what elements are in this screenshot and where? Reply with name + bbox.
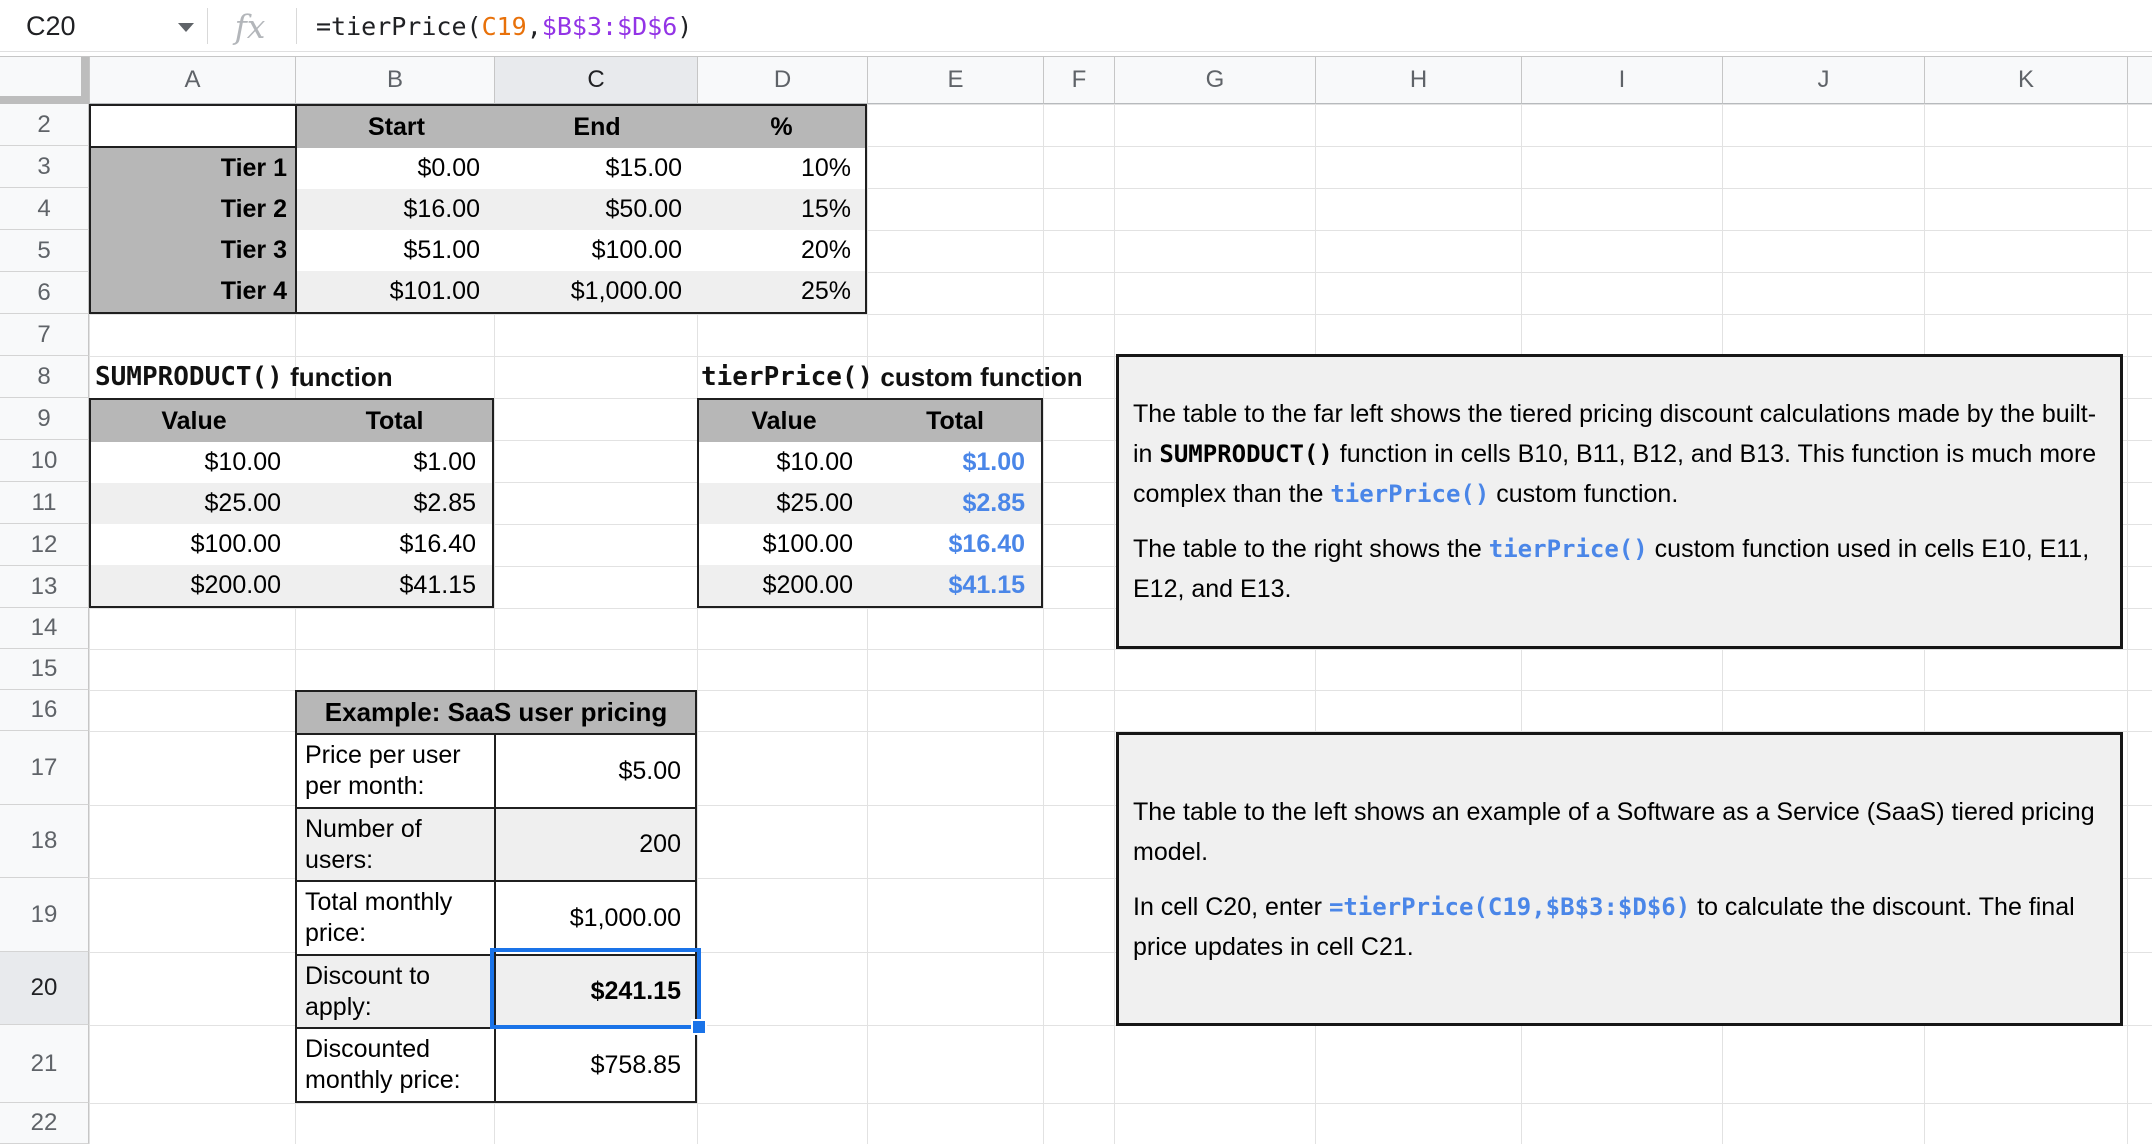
cell-saas-label[interactable]: Discounted monthly price: bbox=[297, 1029, 496, 1101]
sumproduct-header-value[interactable]: Value bbox=[91, 400, 297, 442]
cell-tier-end[interactable]: $15.00 bbox=[605, 154, 682, 182]
cell-saas-label[interactable]: Price per user per month: bbox=[297, 735, 496, 807]
cell-total[interactable]: $41.15 bbox=[399, 571, 476, 599]
formula-token-separator: , bbox=[526, 11, 542, 41]
gridline bbox=[1043, 104, 1044, 1144]
column-header-K[interactable]: K bbox=[1924, 56, 2127, 104]
tierprice-header-value[interactable]: Value bbox=[699, 400, 869, 442]
cell-value[interactable]: $10.00 bbox=[776, 448, 853, 476]
gridline bbox=[867, 104, 868, 1144]
sumproduct-title-text: function bbox=[282, 361, 393, 392]
note-box-sumproduct[interactable] bbox=[1116, 354, 2123, 649]
cell-tier-end[interactable]: $50.00 bbox=[605, 195, 682, 223]
cell-tier-percent[interactable]: 20% bbox=[800, 236, 851, 264]
row-header-12[interactable]: 12 bbox=[0, 524, 89, 566]
cell-tier-end[interactable]: $100.00 bbox=[591, 236, 682, 264]
column-header-A[interactable]: A bbox=[89, 56, 295, 104]
formula-token-close: ) bbox=[677, 11, 693, 41]
row-header-17[interactable]: 17 bbox=[0, 731, 89, 805]
tier-pricing-table bbox=[89, 104, 867, 314]
cell-total[interactable]: $16.40 bbox=[948, 530, 1025, 558]
cell-tier-percent[interactable]: 10% bbox=[800, 154, 851, 182]
column-header-G[interactable]: G bbox=[1114, 56, 1315, 104]
row-header-11[interactable]: 11 bbox=[0, 482, 89, 524]
row-header-9[interactable]: 9 bbox=[0, 398, 89, 440]
cell-saas-label[interactable]: Discount to apply: bbox=[297, 956, 496, 1027]
select-all-corner[interactable] bbox=[0, 56, 89, 104]
gridline bbox=[89, 314, 2152, 315]
column-header-partial[interactable] bbox=[2127, 56, 2152, 104]
tier-row-label[interactable]: Tier 2 bbox=[220, 195, 287, 223]
cell-value[interactable]: $100.00 bbox=[762, 530, 853, 558]
row-header-10[interactable]: 10 bbox=[0, 440, 89, 482]
tier-data-row bbox=[297, 271, 865, 312]
divider bbox=[207, 8, 208, 44]
cell-A2[interactable] bbox=[91, 106, 297, 148]
gridline bbox=[2127, 104, 2128, 1144]
saas-table-title[interactable]: Example: SaaS user pricing bbox=[297, 692, 695, 733]
row-header-14[interactable]: 14 bbox=[0, 608, 89, 649]
tier-row-label[interactable]: Tier 4 bbox=[220, 277, 287, 305]
note-paragraph: The table to the far left shows the tiered pricing discount calculations made by the built-in SUMPRODUCT() function in cells B10, B11, B12, and B13. This function is much more complex than the tierPrice() custom function. bbox=[1133, 400, 2097, 508]
column-header-C[interactable]: C bbox=[494, 56, 697, 104]
row-header-5[interactable]: 5 bbox=[0, 230, 89, 272]
cell-value[interactable]: $200.00 bbox=[762, 571, 853, 599]
tier-row-label[interactable]: Tier 1 bbox=[220, 154, 287, 182]
cell-tier-start[interactable]: $51.00 bbox=[403, 236, 480, 264]
inline-code-formula: =tierPrice(C19,$B$3:$D$6) bbox=[1328, 892, 1691, 921]
cell-tier-start[interactable]: $0.00 bbox=[417, 154, 480, 182]
gridline bbox=[89, 1103, 2152, 1104]
column-header-I[interactable]: I bbox=[1521, 56, 1722, 104]
cell-saas-value[interactable]: $758.85 bbox=[590, 1050, 681, 1079]
row-header-6[interactable]: 6 bbox=[0, 272, 89, 314]
tierprice-header-total[interactable]: Total bbox=[869, 400, 1041, 442]
inline-code-tierprice: tierPrice() bbox=[1488, 535, 1648, 563]
formula-token-function: =tierPrice( bbox=[316, 11, 482, 41]
tierprice-title bbox=[701, 356, 1083, 398]
cell-total[interactable]: $2.85 bbox=[413, 489, 476, 517]
cell-saas-value[interactable]: $1,000.00 bbox=[569, 903, 681, 932]
name-box-dropdown-icon[interactable] bbox=[178, 23, 194, 32]
note-paragraph: The table to the right shows the tierPrice() custom function used in cells E10, E11, E12, and E13. bbox=[1133, 535, 2090, 603]
cell-tier-percent[interactable]: 25% bbox=[800, 277, 851, 305]
note-paragraph: In cell C20, enter =tierPrice(C19,$B$3:$D$6) to calculate the discount. The final price updates in cell C21. bbox=[1133, 892, 2075, 961]
active-cell-selection[interactable] bbox=[490, 948, 701, 1029]
corner-shade bbox=[0, 96, 89, 104]
cell-value[interactable]: $10.00 bbox=[204, 448, 281, 476]
tier-header-end[interactable]: End bbox=[496, 106, 698, 148]
sumproduct-header-total[interactable]: Total bbox=[297, 400, 492, 442]
gridline bbox=[1114, 104, 1115, 1144]
tierprice-title-code: tierPrice() bbox=[701, 362, 874, 392]
cell-value[interactable]: $25.00 bbox=[204, 489, 281, 517]
row-header-16[interactable]: 16 bbox=[0, 690, 89, 731]
row-header-19[interactable]: 19 bbox=[0, 878, 89, 952]
cell-total[interactable]: $2.85 bbox=[962, 489, 1025, 517]
sumproduct-table bbox=[89, 398, 494, 608]
note-box-saas[interactable] bbox=[1116, 732, 2123, 1026]
cell-saas-label[interactable]: Number of users: bbox=[297, 809, 496, 880]
cell-total[interactable]: $41.15 bbox=[948, 571, 1025, 599]
row-header-7[interactable]: 7 bbox=[0, 314, 89, 356]
cell-total[interactable]: $1.00 bbox=[413, 448, 476, 476]
row-header-8[interactable]: 8 bbox=[0, 356, 89, 398]
tier-header-start[interactable]: Start bbox=[297, 106, 496, 148]
fx-icon: fx bbox=[234, 6, 266, 46]
cell-tier-end[interactable]: $1,000.00 bbox=[570, 277, 682, 305]
fill-handle[interactable] bbox=[691, 1019, 707, 1035]
formula-bar bbox=[0, 0, 2152, 52]
row-header-21[interactable]: 21 bbox=[0, 1025, 89, 1103]
note-paragraph: The table to the left shows an example of a Software as a Service (SaaS) tiered pricing model. bbox=[1133, 797, 2095, 866]
column-header-B[interactable]: B bbox=[295, 56, 494, 104]
tier-data-row bbox=[297, 230, 865, 271]
cell-value[interactable]: $200.00 bbox=[190, 571, 281, 599]
row-header-2[interactable]: 2 bbox=[0, 104, 89, 146]
tierprice-title-text: custom function bbox=[873, 361, 1083, 392]
formula-token-cell-arg: C19 bbox=[481, 11, 527, 41]
cell-saas-label[interactable]: Total monthly price: bbox=[297, 882, 496, 954]
tierprice-table bbox=[697, 398, 1043, 608]
tier-data-row bbox=[297, 189, 865, 230]
inline-code-sumproduct: SUMPRODUCT() bbox=[1159, 440, 1333, 468]
cell-saas-value[interactable]: $5.00 bbox=[618, 756, 681, 785]
cell-total[interactable]: $1.00 bbox=[962, 448, 1025, 476]
tier-data-row bbox=[297, 148, 865, 189]
cell-saas-value-selected[interactable]: $241.15 bbox=[590, 977, 681, 1005]
tier-header-percent[interactable]: % bbox=[698, 106, 865, 148]
column-header-F[interactable]: F bbox=[1043, 56, 1114, 104]
formula-token-range-arg: $B$3:$D$6 bbox=[541, 11, 678, 41]
saas-pricing-table bbox=[295, 690, 697, 1103]
cell-total[interactable]: $16.40 bbox=[399, 530, 476, 558]
tier-row-label[interactable]: Tier 3 bbox=[220, 236, 287, 264]
row-header-18[interactable]: 18 bbox=[0, 805, 89, 878]
cell-tier-start[interactable]: $101.00 bbox=[389, 277, 480, 305]
divider bbox=[296, 8, 297, 44]
row-header-22[interactable]: 22 bbox=[0, 1103, 89, 1144]
name-box-cell-reference: C20 bbox=[26, 10, 76, 41]
gridline bbox=[89, 649, 2152, 650]
row-header-20[interactable]: 20 bbox=[0, 952, 89, 1025]
cell-tier-start[interactable]: $16.00 bbox=[403, 195, 480, 223]
row-header-13[interactable]: 13 bbox=[0, 566, 89, 608]
row-header-4[interactable]: 4 bbox=[0, 188, 89, 230]
row-header-15[interactable]: 15 bbox=[0, 649, 89, 690]
cell-value[interactable]: $25.00 bbox=[776, 489, 853, 517]
column-header-E[interactable]: E bbox=[867, 56, 1043, 104]
column-header-D[interactable]: D bbox=[697, 56, 867, 104]
sumproduct-title bbox=[95, 356, 393, 398]
column-header-H[interactable]: H bbox=[1315, 56, 1521, 104]
inline-code-tierprice: tierPrice() bbox=[1330, 480, 1490, 508]
cell-value[interactable]: $100.00 bbox=[190, 530, 281, 558]
cell-tier-percent[interactable]: 15% bbox=[800, 195, 851, 223]
row-header-3[interactable]: 3 bbox=[0, 146, 89, 188]
formula-input[interactable] bbox=[316, 0, 692, 52]
name-box[interactable] bbox=[0, 0, 205, 52]
cell-saas-value[interactable]: 200 bbox=[639, 830, 681, 858]
column-header-J[interactable]: J bbox=[1722, 56, 1924, 104]
sumproduct-title-code: SUMPRODUCT() bbox=[95, 362, 283, 392]
